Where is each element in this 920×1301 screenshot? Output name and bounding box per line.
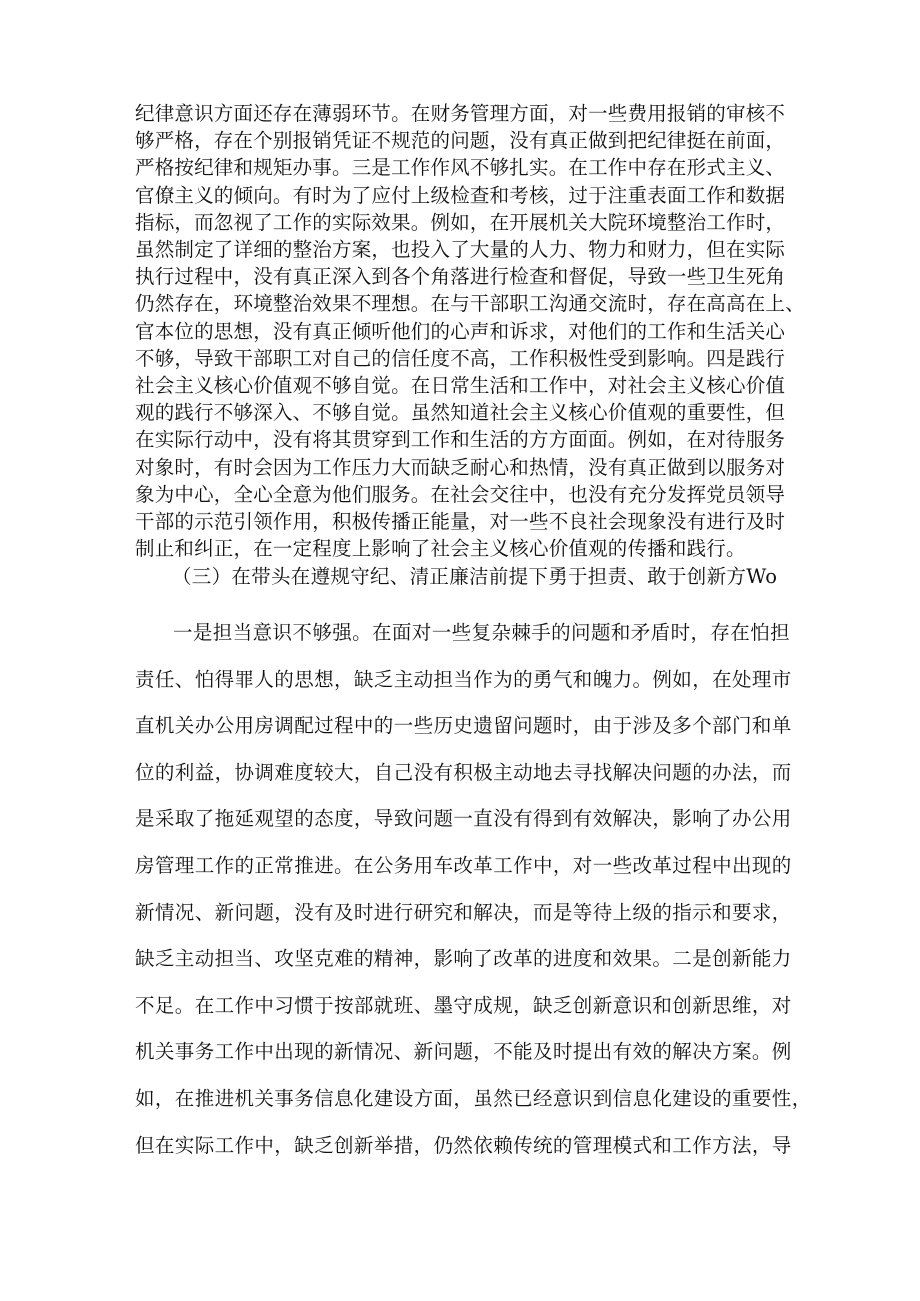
text-line: 责任、怕得罪人的思想，缺乏主动担当作为的勇气和魄力。例如，在处理市 [135,667,792,691]
text-line: 不足。在工作中习惯于按部就班、墨守成规，缺乏创新意识和创新思维，对 [135,993,792,1017]
text-line: 象为中心，全心全意为他们服务。在社会交往中，也没有充分发挥党员领导 [135,482,786,506]
text-line: 制止和纠正，在一定程度上影响了社会主义核心价值观的传播和践行。 [135,537,746,561]
text-line: 对象时，有时会因为工作压力大而缺乏耐心和热情，没有真正做到以服务对 [135,455,786,479]
text-line: 不够，导致干部职工对自己的信任度不高，工作积极性受到影响。四是践行 [135,346,786,370]
text-line: 观的践行不够深入、不够自觉。虽然知道社会主义核心价值观的重要性，但 [135,401,786,425]
text-line: 但在实际工作中，缺乏创新举措，仍然依赖传统的管理模式和工作方法，导 [135,1133,792,1157]
text-line: 纪律意识方面还存在薄弱环节。在财务管理方面，对一些费用报销的审核不 [135,102,786,125]
text-line: 干部的示范引领作用，积极传播正能量，对一些不良社会现象没有进行及时 [135,510,786,534]
text-line: 够严格，存在个别报销凭证不规范的问题，没有真正做到把纪律挺在前面， [135,129,786,153]
text-line: 机关事务工作中出现的新情况、新问题，不能及时提出有效的解决方案。例 [135,1040,792,1064]
text-line: 位的利益，协调难度较大，自己没有积极主动地去寻找解决问题的办法，而 [135,760,792,784]
text-line: 在实际行动中，没有将其贯穿到工作和生活的方方面面。例如，在对待服务 [135,428,786,452]
section-heading: （三）在带头在遵规守纪、清正廉洁前提下勇于担责、敢于创新方Wo [172,565,778,588]
paragraph-block-1 [135,100,805,562]
text-line: 虽然制定了详细的整治方案，也投入了大量的人力、物力和财力，但在实际 [135,238,786,262]
text-line: 严格按纪律和规矩办事。三是工作作风不够扎实。在工作中存在形式主义、 [135,156,786,180]
text-line: 是采取了拖延观望的态度，导致问题一直没有得到有效解决，影响了办公用 [135,807,792,831]
text-line: 官本位的思想，没有真正倾听他们的心声和诉求，对他们的工作和生活关心 [135,319,786,343]
text-line: 官僚主义的倾向。有时为了应付上级检查和考核，过于注重表面工作和数据 [135,183,786,207]
text-line: 执行过程中，没有真正深入到各个角落进行检查和督促，导致一些卫生死角 [135,265,786,289]
text-line: 仍然存在，环境整治效果不理想。在与干部职工沟通交流时，存在高高在上、 [135,292,805,316]
text-line: 社会主义核心价值观不够自觉。在日常生活和工作中，对社会主义核心价值 [135,374,786,398]
paragraph-block-2 [135,610,812,1169]
text-line: 指标，而忽视了工作的实际效果。例如，在开展机关大院环境整治工作时， [135,210,786,234]
text-line: 房管理工作的正常推进。在公务用车改革工作中，对一些改革过程中出现的 [135,853,792,877]
text-line: 缺乏主动担当、攻坚克难的精神，影响了改革的进度和效果。二是创新能力 [135,947,792,971]
text-line: 如，在推进机关事务信息化建设方面，虽然已经意识到信息化建设的重要性， [135,1086,812,1110]
text-line: 直机关办公用房调配过程中的一些历史遗留问题时，由于涉及多个部门和单 [135,714,792,738]
text-line: 新情况、新问题，没有及时进行研究和解决，而是等待上级的指示和要求， [135,900,792,924]
text-line: 一是担当意识不够强。在面对一些复杂棘手的问题和矛盾时，存在怕担 [173,621,790,644]
